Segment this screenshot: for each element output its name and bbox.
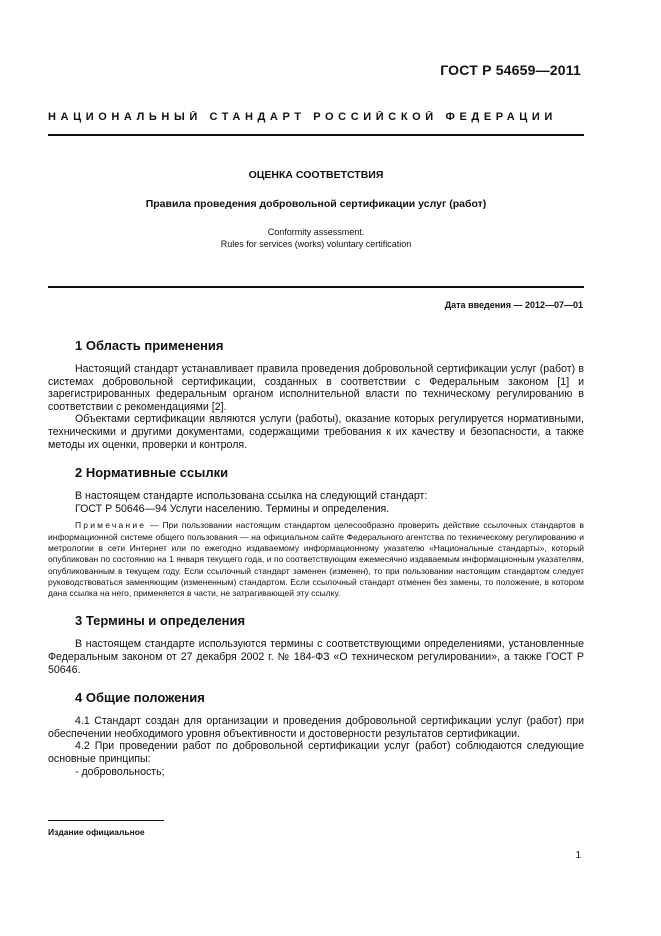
footer-rule bbox=[48, 820, 164, 821]
official-edition-label: Издание официальное bbox=[48, 827, 145, 837]
main-title: ОЦЕНКА СООТВЕТСТВИЯ bbox=[248, 169, 384, 181]
section-heading: 1 Область применения bbox=[75, 338, 224, 353]
document-body bbox=[48, 328, 584, 778]
national-standard-header: НАЦИОНАЛЬНЫЙ СТАНДАРТ РОССИЙСКОЙ ФЕДЕРАЦИИ bbox=[48, 111, 557, 123]
section-scope bbox=[48, 338, 584, 451]
section-heading: 2 Нормативные ссылки bbox=[75, 465, 229, 481]
paragraph: В настоящем стандарте используются термины с соответствующими определениями, установленные Федеральным законом от 27 декабря 2002 г. № 184-ФЗ «О техническом регулировании», а также ГОСТ Р 50646. bbox=[48, 638, 584, 676]
english-title-line-2: Rules for services (works) voluntary certification bbox=[220, 239, 412, 249]
subtitle: Правила проведения добровольной сертификации услуг (работ) bbox=[145, 198, 487, 210]
note-label: Примечание bbox=[75, 520, 147, 531]
introduction-date: Дата введения — 2012—07—01 bbox=[444, 300, 583, 310]
header-rule bbox=[48, 134, 584, 136]
english-title bbox=[48, 226, 584, 250]
document-code: ГОСТ Р 54659—2011 bbox=[440, 62, 581, 78]
paragraph: В настоящем стандарте использована ссылка на следующий стандарт: bbox=[75, 490, 428, 503]
paragraph: Настоящий стандарт устанавливает правила проведения добровольной сертификации услуг (работ) в системах добровольной сертификации, созданных в соответствии с Федеральным законом [1] и зарегистрированных федеральным органом исполнительной власти по техническому регулированию в соответствии с рекомендациями [2]. bbox=[48, 363, 584, 413]
paragraph: ГОСТ Р 50646—94 Услуги населению. Термины и определения. bbox=[75, 502, 390, 515]
title-rule bbox=[48, 286, 584, 288]
note bbox=[48, 520, 584, 599]
english-title-line-1: Conformity assessment. bbox=[267, 227, 365, 237]
section-normative-references bbox=[48, 465, 584, 599]
section-terms-definitions bbox=[48, 613, 584, 676]
list-item: - добровольность; bbox=[75, 765, 165, 778]
page-number: 1 bbox=[575, 850, 581, 861]
paragraph: 4.1 Стандарт создан для организации и проведения добровольной сертификации услуг (работ) при обеспечении необходимого уровня объективности и достоверности результатов сертификации. bbox=[48, 715, 584, 740]
paragraph: Объектами сертификации являются услуги (работы), оказание которых регулируется нормативными, техническими и другими документами, содержащими требования к их качеству и безопасности, а также методы их оценки, проверки и контроля. bbox=[48, 413, 584, 451]
note-text: — При пользовании настоящим стандартом целесообразно проверить действие ссылочных стандартов в информационной системе общего пользования — на официальном сайте Федерального агентства по техническому регулированию и метрологии в сети Интернет или по ежегодно издаваемому информационному указателю «Национальные стандарты», который опубликован по состоянию на 1 января текущего года, и по соответствующим ежемесячно издаваемым информационным указателям, опубликованным в текущем году. Если ссылочный стандарт заменен (изменен), то при пользовании настоящим стандартом следует руководствоваться заменяющим (измененным) стандартом. Если ссылочный стандарт отменен без замены, то положение, в котором дана ссылка на него, применяется в части, не затрагивающей эту ссылку. bbox=[48, 520, 584, 599]
section-heading: 4 Общие положения bbox=[75, 690, 205, 706]
section-heading: 3 Термины и определения bbox=[75, 613, 246, 629]
paragraph: 4.2 При проведении работ по добровольной сертификации услуг (работ) соблюдаются следующие основные принципы: bbox=[48, 740, 584, 765]
section-general-provisions bbox=[48, 690, 584, 778]
